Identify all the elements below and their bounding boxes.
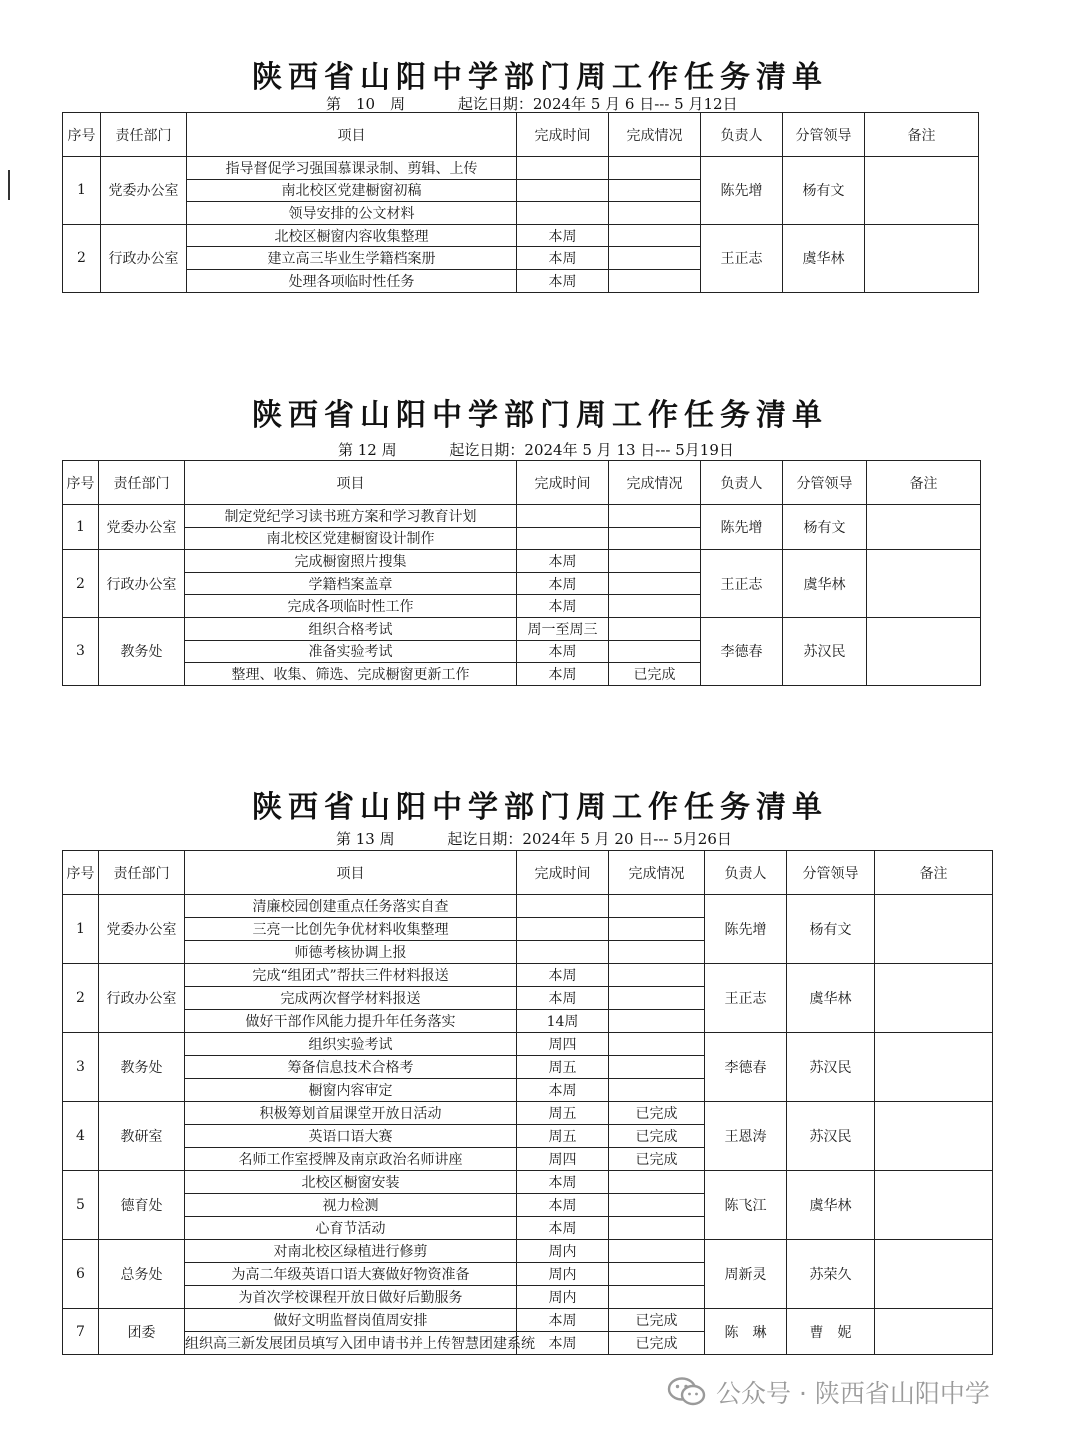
task-item-cell: 心育节活动 (185, 1217, 517, 1240)
supervising-leader-cell: 苏汉民 (783, 617, 867, 685)
wechat-watermark (668, 1372, 990, 1412)
department-cell: 总务处 (99, 1240, 185, 1309)
column-header: 序号 (63, 851, 99, 895)
column-header: 完成时间 (517, 851, 609, 895)
remarks-cell (875, 895, 993, 964)
column-header: 备注 (875, 851, 993, 895)
row-number: 2 (63, 224, 101, 292)
date-range: 起讫日期：2024年 5 月 20 日--- 5月26日 (447, 830, 732, 848)
task-item-cell: 整理、收集、筛选、完成橱窗更新工作 (185, 663, 517, 686)
remarks-cell (865, 157, 979, 225)
supervising-leader-cell: 曹 妮 (787, 1309, 875, 1355)
task-item-cell: 北校区橱窗安装 (185, 1171, 517, 1194)
supervising-leader-cell: 苏汉民 (787, 1033, 875, 1102)
owner-cell: 王恩涛 (705, 1102, 787, 1171)
completion-time-cell: 周四 (517, 1148, 609, 1171)
completion-status-cell (609, 1240, 705, 1263)
task-item-cell: 南北校区党建橱窗设计制作 (185, 527, 517, 550)
task-table-window (62, 460, 980, 683)
table-row (63, 1309, 993, 1332)
column-header: 序号 (63, 461, 99, 505)
completion-status-cell (609, 617, 701, 640)
supervising-leader-cell: 杨有文 (783, 505, 867, 550)
completion-status-cell (609, 550, 701, 573)
owner-cell: 李德春 (701, 617, 783, 685)
task-item-cell: 北校区橱窗内容收集整理 (187, 224, 517, 247)
table-row (63, 617, 981, 640)
owner-cell: 陈先增 (705, 895, 787, 964)
supervising-leader-cell: 苏荣久 (787, 1240, 875, 1309)
owner-cell: 王正志 (701, 550, 783, 618)
task-item-cell: 做好干部作风能力提升年任务落实 (185, 1010, 517, 1033)
department-cell: 党委办公室 (99, 505, 185, 550)
completion-status-cell (609, 987, 705, 1010)
owner-cell: 陈 琳 (705, 1309, 787, 1355)
table-header-row (63, 113, 979, 157)
remarks-cell (875, 1171, 993, 1240)
table-row (63, 1240, 993, 1263)
column-header: 负责人 (701, 113, 783, 157)
completion-status-cell (609, 595, 701, 618)
completion-status-cell: 已完成 (609, 1148, 705, 1171)
task-item-cell: 筹备信息技术合格考 (185, 1056, 517, 1079)
column-header: 责任部门 (99, 461, 185, 505)
task-item-cell: 橱窗内容审定 (185, 1079, 517, 1102)
row-number: 3 (63, 617, 99, 685)
completion-status-cell: 已完成 (609, 1102, 705, 1125)
completion-status-cell (609, 202, 701, 225)
task-item-cell: 建立高三毕业生学籍档案册 (187, 247, 517, 270)
supervising-leader-cell: 杨有文 (787, 895, 875, 964)
completion-status-cell (609, 224, 701, 247)
task-item-cell: 组织高三新发展团员填写入团申请书并上传智慧团建系统 (185, 1332, 517, 1355)
supervising-leader-cell: 杨有文 (783, 157, 865, 225)
completion-time-cell: 周内 (517, 1286, 609, 1309)
completion-status-cell (609, 247, 701, 270)
completion-time-cell: 周五 (517, 1102, 609, 1125)
supervising-leader-cell: 虞华林 (783, 224, 865, 292)
completion-time-cell (517, 505, 609, 528)
remarks-cell (867, 505, 981, 550)
remarks-cell (875, 964, 993, 1033)
completion-status-cell: 已完成 (609, 1125, 705, 1148)
column-header: 完成时间 (517, 461, 609, 505)
completion-time-cell: 本周 (517, 1217, 609, 1240)
sheet-title: 陕西省山阳中学部门周工作任务清单 (252, 398, 828, 433)
task-item-cell: 三亮一比创先争优材料收集整理 (185, 918, 517, 941)
department-cell: 行政办公室 (101, 224, 187, 292)
task-item-cell: 处理各项临时性任务 (187, 269, 517, 292)
row-number: 5 (63, 1171, 99, 1240)
owner-cell: 周新灵 (705, 1240, 787, 1309)
row-number: 3 (63, 1033, 99, 1102)
department-cell: 党委办公室 (101, 157, 187, 225)
scan-edge-mark (8, 170, 10, 200)
remarks-cell (875, 1033, 993, 1102)
completion-time-cell (517, 179, 609, 202)
completion-status-cell (609, 1263, 705, 1286)
completion-time-cell: 本周 (517, 1309, 609, 1332)
date-range: 起讫日期：2024年 5 月 6 日--- 5 月12日 (457, 95, 738, 113)
table-row (63, 505, 981, 528)
completion-time-cell: 本周 (517, 663, 609, 686)
completion-status-cell (609, 1194, 705, 1217)
column-header: 责任部门 (101, 113, 187, 157)
date-range: 起讫日期：2024年 5 月 13 日--- 5月19日 (449, 441, 734, 459)
supervising-leader-cell: 苏汉民 (787, 1102, 875, 1171)
completion-status-cell (609, 1286, 705, 1309)
row-number: 4 (63, 1102, 99, 1171)
completion-time-cell: 本周 (517, 1171, 609, 1194)
task-item-cell: 完成橱窗照片搜集 (185, 550, 517, 573)
column-header: 分管领导 (787, 851, 875, 895)
task-table (62, 112, 979, 293)
row-number: 7 (63, 1309, 99, 1355)
completion-status-cell (609, 1217, 705, 1240)
column-header: 备注 (865, 113, 979, 157)
sheet-meta (326, 93, 738, 114)
table-row (63, 1033, 993, 1056)
owner-cell: 李德春 (705, 1033, 787, 1102)
supervising-leader-cell: 虞华林 (787, 964, 875, 1033)
completion-time-cell: 本周 (517, 224, 609, 247)
sheet-meta (338, 439, 734, 460)
sheet-title: 陕西省山阳中学部门周工作任务清单 (252, 60, 828, 95)
column-header: 项目 (185, 851, 517, 895)
owner-cell: 陈飞江 (705, 1171, 787, 1240)
task-item-cell: 完成“组团式”帮扶三件材料报送 (185, 964, 517, 987)
completion-time-cell: 本周 (517, 269, 609, 292)
column-header: 责任部门 (99, 851, 185, 895)
completion-time-cell: 本周 (517, 247, 609, 270)
column-header: 分管领导 (783, 113, 865, 157)
column-header: 序号 (63, 113, 101, 157)
completion-time-cell: 本周 (517, 1079, 609, 1102)
table-row (63, 964, 993, 987)
task-item-cell: 组织实验考试 (185, 1033, 517, 1056)
department-cell: 德育处 (99, 1171, 185, 1240)
completion-status-cell: 已完成 (609, 663, 701, 686)
task-item-cell: 完成两次督学材料报送 (185, 987, 517, 1010)
row-number: 1 (63, 505, 99, 550)
completion-time-cell: 14周 (517, 1010, 609, 1033)
task-item-cell: 准备实验考试 (185, 640, 517, 663)
department-cell: 行政办公室 (99, 964, 185, 1033)
completion-time-cell: 本周 (517, 1194, 609, 1217)
wechat-icon (668, 1377, 706, 1407)
table-row (63, 157, 979, 180)
completion-status-cell (609, 1079, 705, 1102)
table-row (63, 1102, 993, 1125)
completion-status-cell (609, 505, 701, 528)
column-header: 完成时间 (517, 113, 609, 157)
completion-status-cell (609, 269, 701, 292)
remarks-cell (867, 550, 981, 618)
task-item-cell: 指导督促学习强国慕课录制、剪辑、上传 (187, 157, 517, 180)
task-item-cell: 为高二年级英语口语大赛做好物资准备 (185, 1263, 517, 1286)
column-header: 负责人 (701, 461, 783, 505)
completion-status-cell (609, 527, 701, 550)
completion-status-cell (609, 964, 705, 987)
completion-time-cell: 本周 (517, 572, 609, 595)
completion-time-cell: 本周 (517, 640, 609, 663)
task-item-cell: 对南北校区绿植进行修剪 (185, 1240, 517, 1263)
completion-time-cell: 周五 (517, 1056, 609, 1079)
column-header: 备注 (867, 461, 981, 505)
completion-time-cell: 周内 (517, 1263, 609, 1286)
department-cell: 团委 (99, 1309, 185, 1355)
completion-status-cell (609, 640, 701, 663)
remarks-cell (875, 1309, 993, 1355)
task-table-window (62, 850, 992, 1380)
row-number: 1 (63, 157, 101, 225)
completion-status-cell (609, 179, 701, 202)
completion-time-cell: 周五 (517, 1125, 609, 1148)
task-table-window (62, 112, 980, 290)
completion-status-cell (609, 941, 705, 964)
completion-time-cell: 本周 (517, 964, 609, 987)
completion-status-cell: 已完成 (609, 1332, 705, 1355)
sheet-title: 陕西省山阳中学部门周工作任务清单 (252, 790, 828, 825)
column-header: 完成情况 (609, 461, 701, 505)
completion-status-cell (609, 918, 705, 941)
completion-time-cell (517, 527, 609, 550)
task-item-cell: 清廉校园创建重点任务落实自查 (185, 895, 517, 918)
table-row (63, 895, 993, 918)
row-number: 6 (63, 1240, 99, 1309)
column-header: 负责人 (705, 851, 787, 895)
department-cell: 教研室 (99, 1102, 185, 1171)
sheet-meta (336, 828, 732, 849)
completion-time-cell (517, 157, 609, 180)
completion-status-cell (609, 572, 701, 595)
completion-status-cell (609, 895, 705, 918)
row-number: 2 (63, 964, 99, 1033)
remarks-cell (875, 1240, 993, 1309)
department-cell: 教务处 (99, 617, 185, 685)
column-header: 项目 (187, 113, 517, 157)
department-cell: 教务处 (99, 1033, 185, 1102)
completion-status-cell (609, 1171, 705, 1194)
week-label: 第 10 周 (326, 95, 406, 113)
column-header: 分管领导 (783, 461, 867, 505)
remarks-cell (875, 1102, 993, 1171)
task-item-cell: 为首次学校课程开放日做好后勤服务 (185, 1286, 517, 1309)
table-row (63, 1171, 993, 1194)
completion-status-cell (609, 1056, 705, 1079)
owner-cell: 陈先增 (701, 505, 783, 550)
supervising-leader-cell: 虞华林 (787, 1171, 875, 1240)
supervising-leader-cell: 虞华林 (783, 550, 867, 618)
completion-status-cell (609, 1033, 705, 1056)
department-cell: 行政办公室 (99, 550, 185, 618)
table-header-row (63, 851, 993, 895)
table-row (63, 550, 981, 573)
completion-status-cell (609, 157, 701, 180)
completion-time-cell (517, 202, 609, 225)
task-item-cell: 制定党纪学习读书班方案和学习教育计划 (185, 505, 517, 528)
row-number: 1 (63, 895, 99, 964)
week-label: 第 13 周 (336, 830, 395, 848)
task-item-cell: 南北校区党建橱窗初稿 (187, 179, 517, 202)
completion-time-cell: 本周 (517, 595, 609, 618)
week-label: 第 12 周 (338, 441, 397, 459)
completion-time-cell: 周四 (517, 1033, 609, 1056)
column-header: 完成情况 (609, 851, 705, 895)
task-item-cell: 组织合格考试 (185, 617, 517, 640)
column-header: 完成情况 (609, 113, 701, 157)
task-table (62, 460, 981, 686)
completion-status-cell: 已完成 (609, 1309, 705, 1332)
row-number: 2 (63, 550, 99, 618)
completion-status-cell (609, 1010, 705, 1033)
task-item-cell: 英语口语大赛 (185, 1125, 517, 1148)
table-header-row (63, 461, 981, 505)
remarks-cell (867, 617, 981, 685)
completion-time-cell: 周一至周三 (517, 617, 609, 640)
task-item-cell: 领导安排的公文材料 (187, 202, 517, 225)
table-row (63, 224, 979, 247)
owner-cell: 陈先增 (701, 157, 783, 225)
task-item-cell: 完成各项临时性工作 (185, 595, 517, 618)
column-header: 项目 (185, 461, 517, 505)
task-item-cell: 做好文明监督岗值周安排 (185, 1309, 517, 1332)
task-item-cell: 视力检测 (185, 1194, 517, 1217)
completion-time-cell (517, 941, 609, 964)
remarks-cell (865, 224, 979, 292)
owner-cell: 王正志 (701, 224, 783, 292)
completion-time-cell: 本周 (517, 550, 609, 573)
task-item-cell: 积极筹划首届课堂开放日活动 (185, 1102, 517, 1125)
task-item-cell: 学籍档案盖章 (185, 572, 517, 595)
task-item-cell: 名师工作室授牌及南京政治名师讲座 (185, 1148, 517, 1171)
watermark-text: 公众号 · 陕西省山阳中学 (716, 1379, 990, 1408)
task-item-cell: 师德考核协调上报 (185, 941, 517, 964)
completion-time-cell (517, 895, 609, 918)
completion-time-cell: 周内 (517, 1240, 609, 1263)
completion-time-cell: 本周 (517, 1332, 609, 1355)
owner-cell: 王正志 (705, 964, 787, 1033)
completion-time-cell: 本周 (517, 987, 609, 1010)
department-cell: 党委办公室 (99, 895, 185, 964)
task-table (62, 850, 993, 1355)
completion-time-cell (517, 918, 609, 941)
